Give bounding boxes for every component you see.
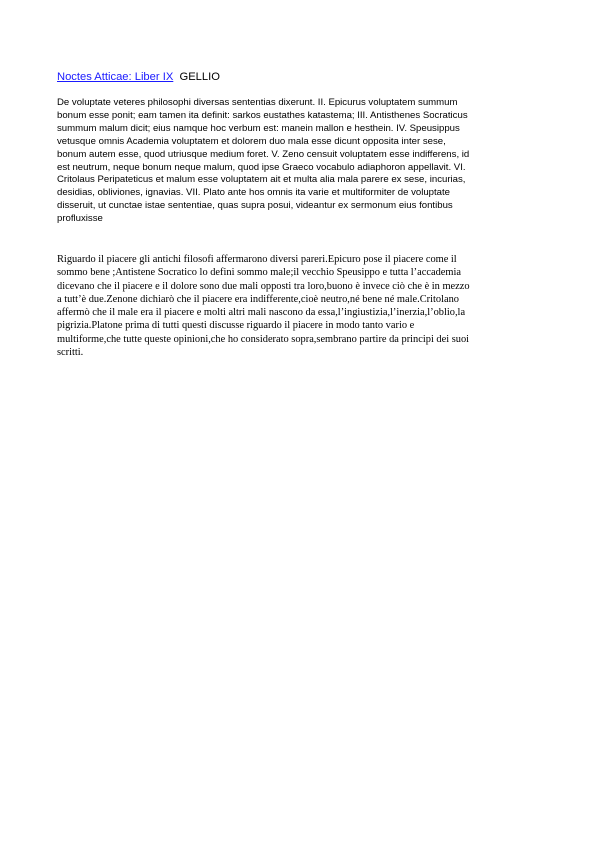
latin-line: profluxisse [57,213,103,225]
author-name: GELLIO [179,71,220,83]
italian-line: pigrizia.Platone prima di tutti questi discusse riguardo il piacere in modo tanto vario e [57,320,415,332]
latin-line: bonum esse ponit; eam tamen ita definit: sarkos eustathes katastema; III. Antisthenes Socraticus [57,109,468,121]
latin-line: De voluptate veteres philosophi diversas sententias dixerunt. II. Epicurus voluptatem summum [57,97,458,108]
latin-line: Critolaus Peripateticus et malum esse voluptatem ait et multa alia mala parere ex sese, incurias, [57,174,466,186]
title-link[interactable]: Noctes Atticae: Liber IX [57,71,174,83]
italian-line: Riguardo il piacere gli antichi filosofi affermarono diversi pareri.Epicuro pose il piacere come il [57,254,457,265]
latin-line: summum malum dicit; eius namque hoc verbum est: manein mallon e hesthein. IV. Speusippus [57,122,460,134]
latin-line: bonum autem esse, quod utriusque medium foret. V. Zeno censuit voluptatem esse indifferens, id [57,148,470,160]
italian-line: affermò che il male era il piacere e molti altri mali nascono da essa,l’ingiustizia,l’inerzia,l’oblio,la [57,307,466,319]
latin-line: disseruit, ut cunctae istae sententiae, quas supra posui, videantur ex sermonum eius fontibus [57,200,453,212]
italian-line: a tutt’è due.Zenone dichiarò che il piacere era indifferente,cioè neutro,né bene né male.Critolano [57,293,459,305]
latin-line: vetusque omnis Academia voluptatem et dolorem duo mala esse dicunt opposita inter sese, [57,135,446,147]
italian-line: sommo bene ;Antistene Socratico lo defini sommo male;il vecchio Speusippo e tutta l’accademia [57,267,461,279]
latin-paragraph [57,97,547,226]
italian-paragraph [57,253,547,359]
italian-line: scritti. [57,347,84,359]
italian-line: multiforme,che tutte queste opinioni,che ho considerato sopra,sembrano partire da principi dei suoi [57,333,470,345]
latin-line: est neutrum, neque bonum neque malum, quod ipse Graeco vocabulo adiaphoron appellavit. VI. [57,161,466,173]
italian-line: dicevano che il piacere e il dolore sono due mali opposti tra loro,buono è invece ciò che è in mezzo [57,280,470,292]
latin-line: desidias, obliviones, ignavias. VII. Plato ante hos omnis ita varie et multiformiter de voluptate [57,187,451,199]
document-heading [57,70,220,84]
